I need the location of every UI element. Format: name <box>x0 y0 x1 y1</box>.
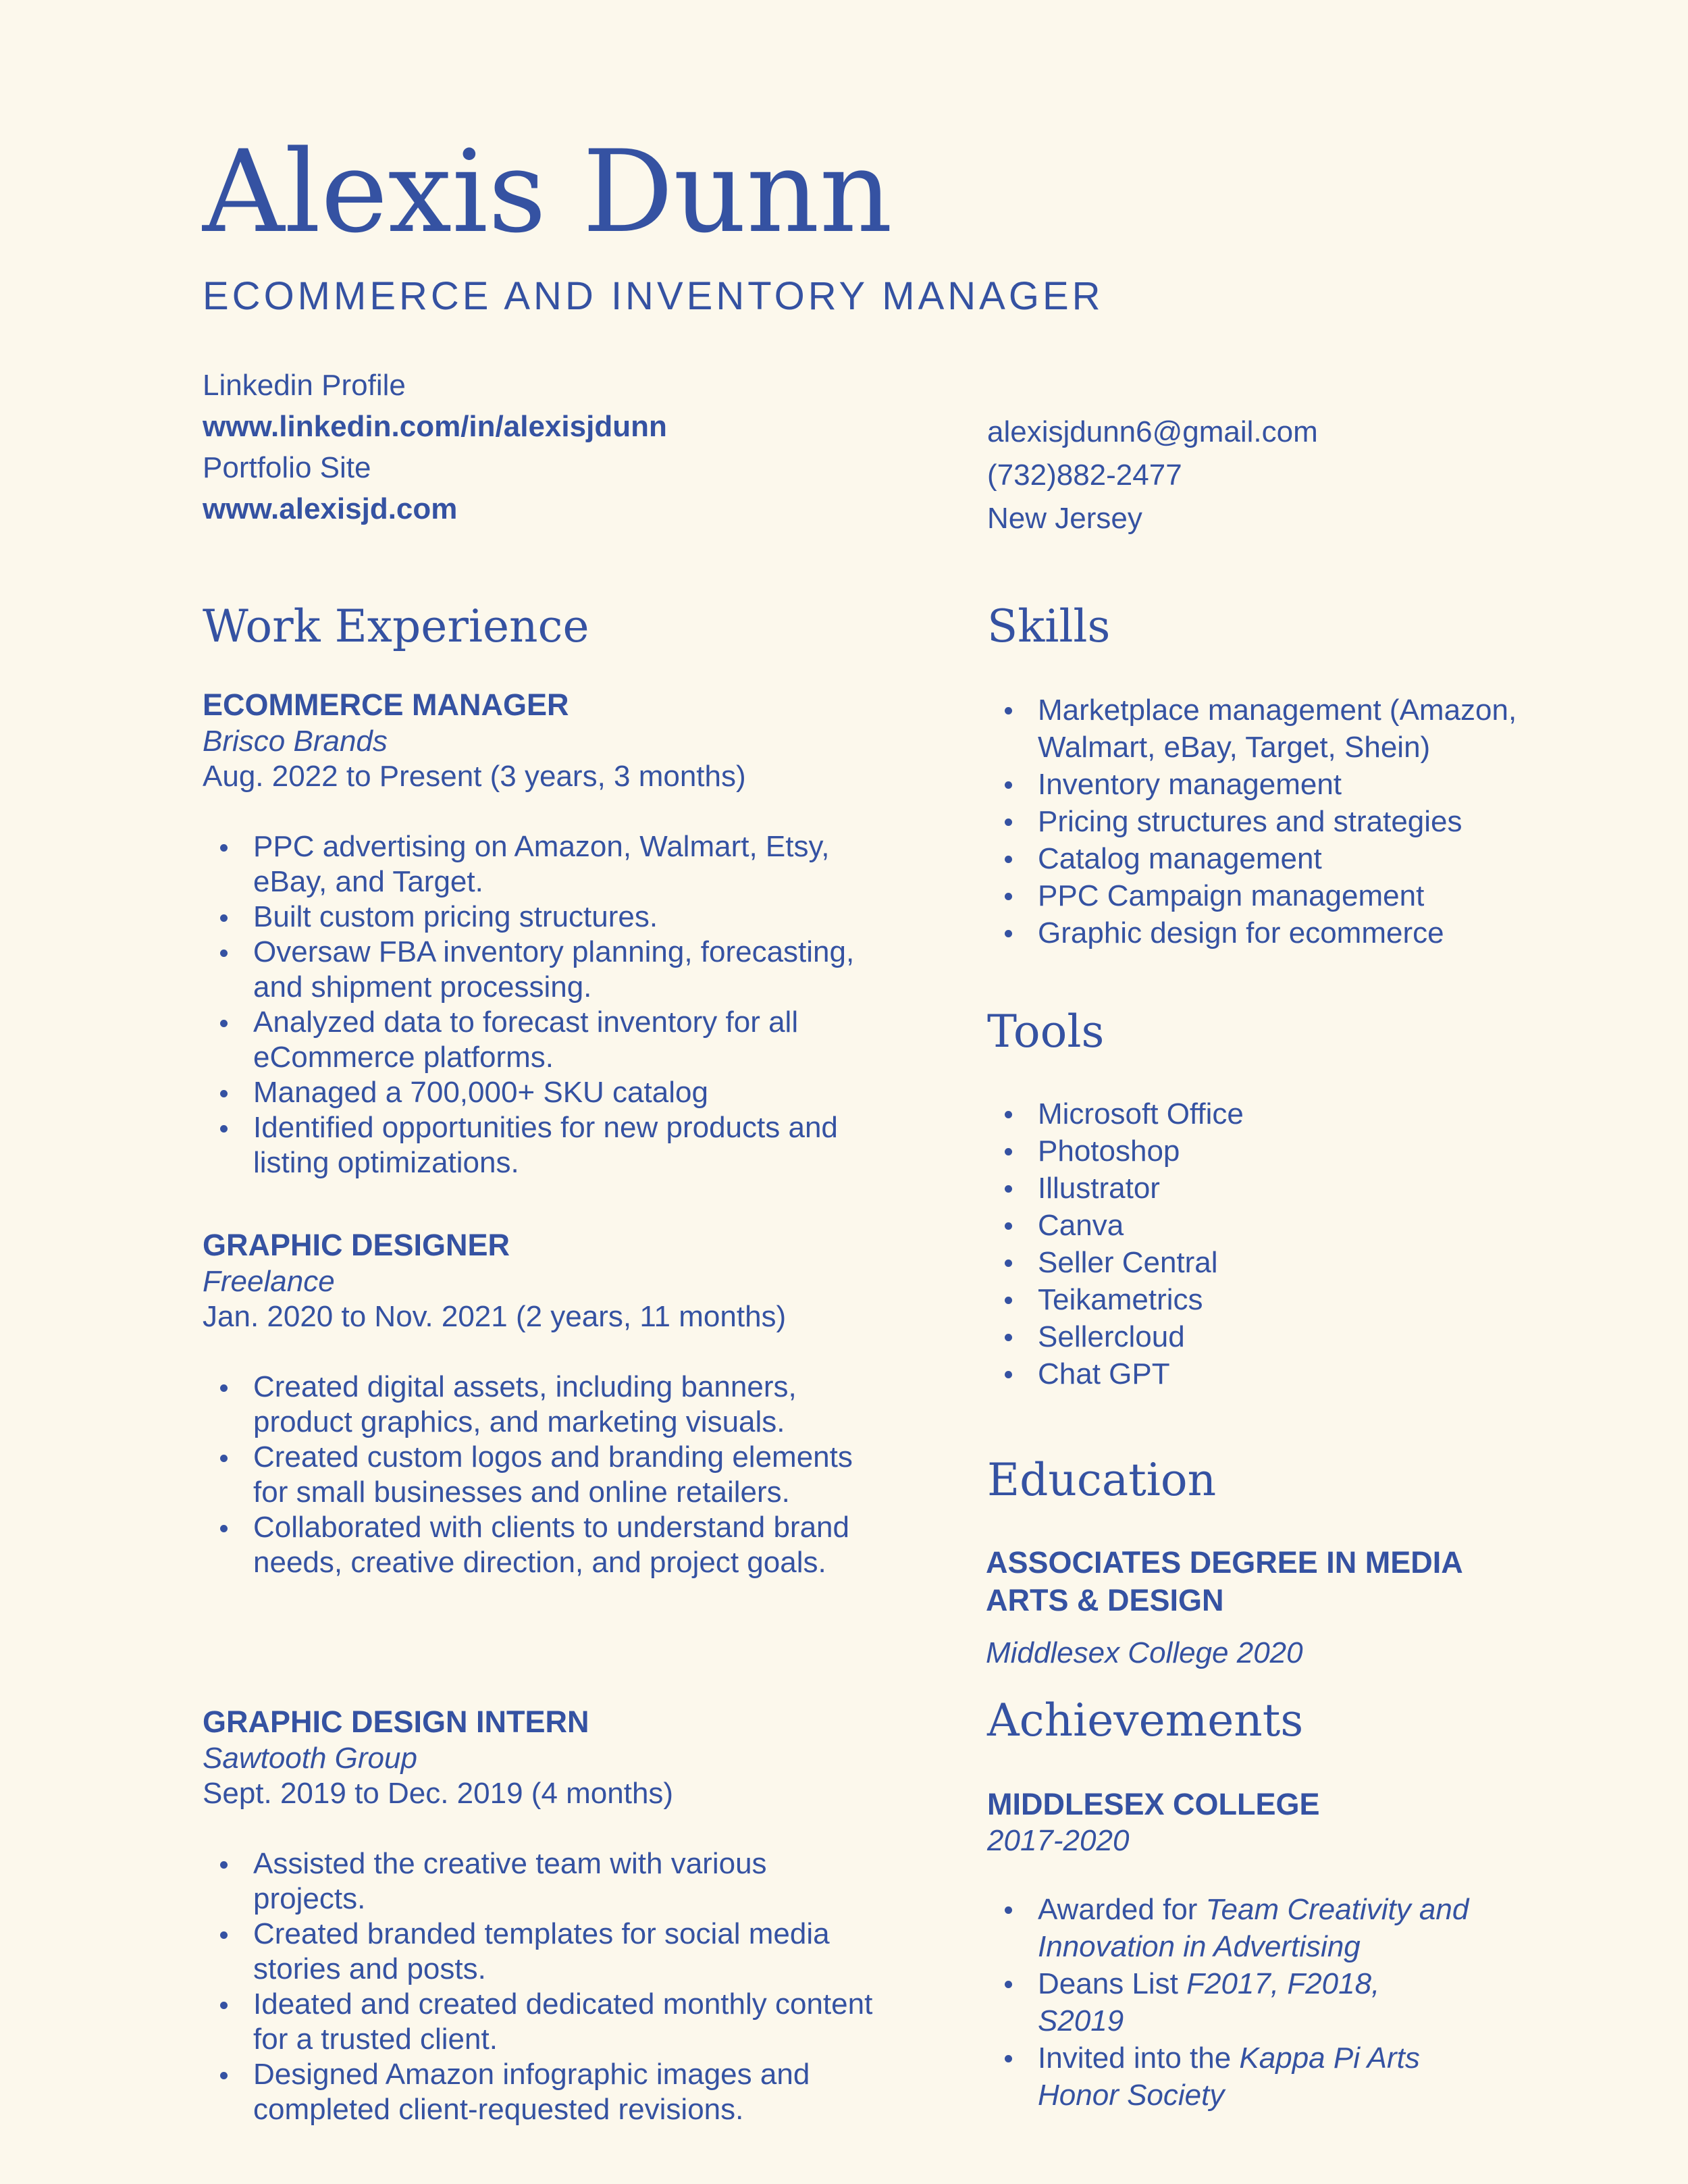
tools-heading: Tools <box>987 1006 1105 1058</box>
job-title: GRAPHIC DESIGNER <box>203 1228 510 1262</box>
list-item: Assisted the creative team with various projects. <box>203 1846 878 1917</box>
job-bullets <box>203 1370 878 1580</box>
education-heading: Education <box>987 1454 1217 1506</box>
contact-links <box>203 365 667 529</box>
job-company: Sawtooth Group <box>203 1742 417 1775</box>
work-experience-heading: Work Experience <box>203 600 589 652</box>
list-item <box>987 1891 1473 1965</box>
list-item: Teikametrics <box>987 1281 1581 1318</box>
school-name: Middlesex College 2020 <box>986 1636 1303 1669</box>
list-item: PPC advertising on Amazon, Walmart, Etsy, eBay, and Target. <box>203 829 878 900</box>
job-title: GRAPHIC DESIGN INTERN <box>203 1705 589 1739</box>
resume-title: ECOMMERCE AND INVENTORY MANAGER <box>203 274 1104 318</box>
list-item: Ideated and created dedicated monthly content for a trusted client. <box>203 1987 878 2057</box>
list-item: Created custom logos and branding elements for small businesses and online retailers. <box>203 1440 878 1510</box>
list-item: Created branded templates for social media stories and posts. <box>203 1917 878 1987</box>
achievements-heading: Achievements <box>987 1694 1304 1746</box>
list-item: Microsoft Office <box>987 1095 1581 1133</box>
job-graphic-designer <box>203 1226 878 1580</box>
list-item <box>987 2039 1473 2114</box>
achievement-emphasis: Team Creativity and Innovation in Advertising <box>1038 1893 1469 1963</box>
achievement-title: MIDDLESEX COLLEGE <box>987 1787 1320 1821</box>
list-item: Chat GPT <box>987 1355 1581 1393</box>
job-title: ECOMMERCE MANAGER <box>203 687 569 722</box>
linkedin-link[interactable]: www.linkedin.com/in/alexisjdunn <box>203 410 667 443</box>
list-item: Created digital assets, including banners, product graphics, and marketing visuals. <box>203 1370 878 1440</box>
list-item: Graphic design for ecommerce <box>987 914 1581 952</box>
achievement-emphasis: Kappa Pi Arts Honor Society <box>1038 2042 1420 2112</box>
achievement-prefix: Awarded for <box>1038 1893 1206 1926</box>
contact-details <box>987 411 1318 540</box>
skills-heading: Skills <box>987 600 1111 652</box>
achievements-list <box>987 1891 1473 2114</box>
resume-name: Alexis Dunn <box>203 126 893 258</box>
list-item: Seller Central <box>987 1244 1581 1281</box>
email[interactable]: alexisjdunn6@gmail.com <box>987 415 1318 448</box>
job-bullets <box>203 1846 878 2127</box>
list-item <box>987 1965 1473 2039</box>
degree-title: ASSOCIATES DEGREE IN MEDIA ARTS & DESIGN <box>986 1545 1462 1617</box>
portfolio-label: Portfolio Site <box>203 451 371 484</box>
list-item: Pricing structures and strategies <box>987 803 1581 840</box>
list-item: Inventory management <box>987 766 1581 803</box>
job-company: Freelance <box>203 1265 335 1298</box>
list-item: Photoshop <box>987 1133 1581 1170</box>
achievement-years: 2017-2020 <box>987 1824 1130 1857</box>
job-bullets <box>203 829 878 1180</box>
achievements-entry <box>987 1786 1581 2114</box>
portfolio-link[interactable]: www.alexisjd.com <box>203 492 458 525</box>
job-dates: Aug. 2022 to Present (3 years, 3 months) <box>203 760 746 793</box>
skills-list <box>987 692 1581 952</box>
list-item: Illustrator <box>987 1170 1581 1207</box>
job-dates: Sept. 2019 to Dec. 2019 (4 months) <box>203 1777 674 1810</box>
location: New Jersey <box>987 502 1142 535</box>
list-item: PPC Campaign management <box>987 877 1581 914</box>
list-item: Oversaw FBA inventory planning, forecasting, and shipment processing. <box>203 935 878 1005</box>
list-item: Built custom pricing structures. <box>203 900 878 935</box>
achievement-emphasis: F2017, F2018, S2019 <box>1038 1967 1380 2037</box>
linkedin-label: Linkedin Profile <box>203 369 406 402</box>
phone: (732)882-2477 <box>987 459 1182 492</box>
list-item: Canva <box>987 1207 1581 1244</box>
job-dates: Jan. 2020 to Nov. 2021 (2 years, 11 months) <box>203 1300 787 1333</box>
job-company: Brisco Brands <box>203 725 388 758</box>
list-item: Identified opportunities for new products and listing optimizations. <box>203 1110 878 1180</box>
education-entry <box>986 1544 1499 1671</box>
list-item: Designed Amazon infographic images and completed client-requested revisions. <box>203 2057 878 2127</box>
achievement-prefix: Deans List <box>1038 1967 1187 2000</box>
list-item: Marketplace management (Amazon, Walmart, eBay, Target, Shein) <box>987 692 1581 766</box>
job-graphic-design-intern <box>203 1703 878 2127</box>
achievement-prefix: Invited into the <box>1038 2042 1240 2075</box>
list-item: Analyzed data to forecast inventory for all eCommerce platforms. <box>203 1005 878 1075</box>
list-item: Catalog management <box>987 840 1581 877</box>
list-item: Collaborated with clients to understand brand needs, creative direction, and project goals. <box>203 1510 878 1580</box>
job-ecommerce-manager <box>203 686 878 1180</box>
list-item: Managed a 700,000+ SKU catalog <box>203 1075 878 1110</box>
list-item: Sellercloud <box>987 1318 1581 1355</box>
tools-list <box>987 1095 1581 1393</box>
